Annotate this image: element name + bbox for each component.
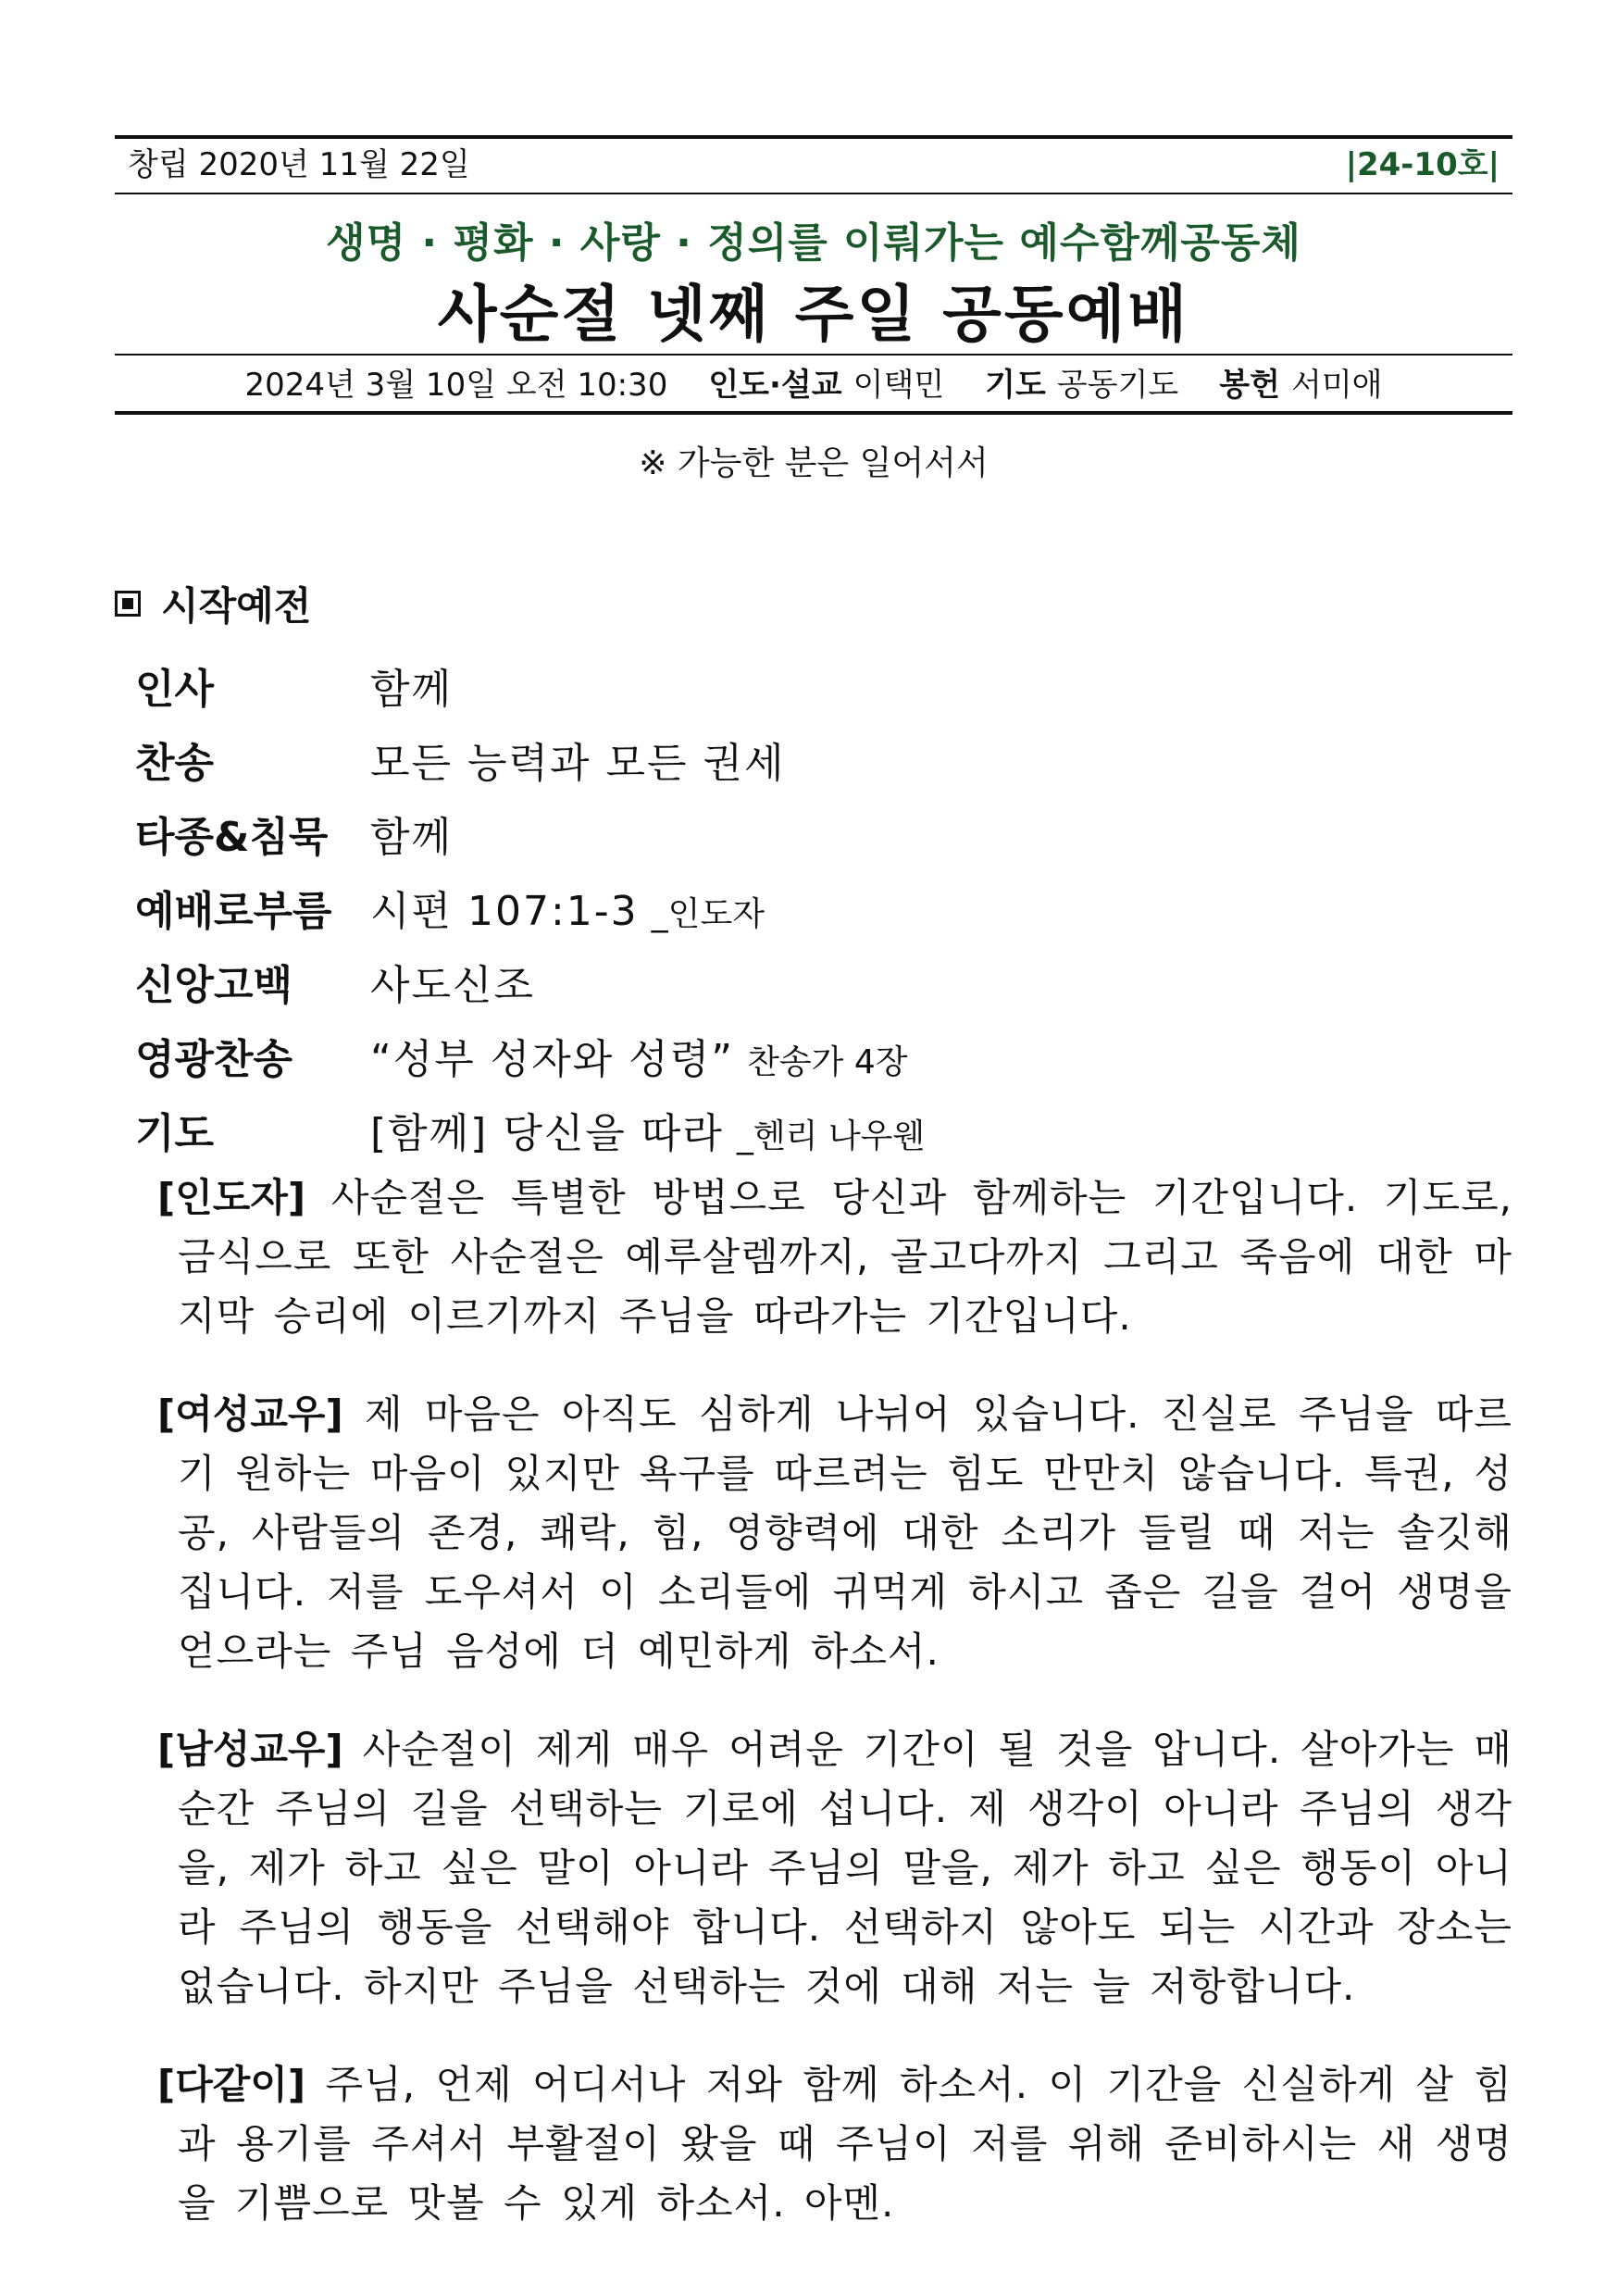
order-row [135,1092,1514,1167]
order-of-service [135,648,1514,1167]
prayer-text [157,1168,1512,2242]
service-datetime: 2024년 3월 10일 오전 10:30 [244,367,668,404]
order-label: 타종&침묵 [135,814,329,861]
order-row [135,1018,1514,1092]
prayer-paragraph: [인도자] 사순절은 특별한 방법으로 당신과 함께하는 기간입니다. 기도로, 금식으로 또한 사순절은 예루살렘까지, 골고다까지 그리고 죽음에 대한 마지막 승리에 이르기까지 주님을 따라가는 기간입니다. [157,1175,1512,1339]
standing-notice: ※ 가능한 분은 일어서서 [639,444,989,482]
offering-name: 서미애 [1290,367,1383,404]
order-label: 찬송 [135,740,215,787]
issue-number: |24-10호| [1345,146,1500,183]
order-row [135,796,1514,870]
order-value: [함께] 당신을 따라 _헨리 나우웬 [370,1110,926,1157]
page-title: 사순절 넷째 주일 공동예배 [437,279,1190,350]
order-label: 영광찬송 [135,1036,293,1083]
section-heading [115,576,311,631]
prayer-label: 기도 [985,367,1046,404]
lead-label: 인도·설교 [708,367,842,404]
community-subtitle: 생명 · 평화 · 사랑 · 정의를 이뤄가는 예수함께공동체 [326,219,1301,267]
order-row [135,648,1514,722]
speaker-label: [남성교우] [157,1727,343,1772]
order-label: 기도 [135,1110,215,1157]
offering-label: 봉헌 [1219,367,1280,404]
order-label: 인사 [135,666,215,713]
order-label: 예배로부름 [135,888,332,935]
filled-square-icon [115,591,141,617]
info-top-rule [115,354,1512,356]
order-value: 사도신조 [370,962,536,1009]
service-info-row [115,361,1512,409]
order-value: “성부 성자와 성령” 찬송가 4장 [370,1036,908,1083]
header-meta-row [115,141,1512,189]
order-row [135,944,1514,1018]
speaker-label: [인도자] [157,1175,306,1220]
order-row [135,722,1514,796]
speaker-label: [다같이] [157,2062,306,2107]
section-title: 시작예전 [161,583,312,629]
order-row [135,870,1514,944]
order-value: 모든 능력과 모든 권세 [370,740,786,787]
founding-date: 창립 2020년 11월 22일 [128,146,470,183]
prayer-value: 공동기도 [1056,367,1179,404]
order-label: 신앙고백 [135,962,293,1009]
order-value: 함께 [370,814,454,861]
order-value: 시편 107:1-3 _인도자 [370,888,765,935]
speaker-label: [여성교우] [157,1391,343,1437]
prayer-paragraph: [남성교우] 사순절이 제게 매우 어려운 기간이 될 것을 압니다. 살아가는 매 순간 주님의 길을 선택하는 기로에 섭니다. 제 생각이 아니라 주님의 생각을, 제가 하고 싶은 말이 아니라 주님의 말을, 제가 하고 싶은 행동이 아니라 주님의 행동을 선택해야 합니다. 선택하지 않아도 되는 시간과 장소는 없습니다. 하지만 주님을 선택하는 것에 대해 저는 늘 저항합니다. [157,1727,1512,2009]
order-value: 함께 [370,666,454,713]
prayer-paragraph: [다같이] 주님, 언제 어디서나 저와 함께 하소서. 이 기간을 신실하게 살 힘과 용기를 주셔서 부활절이 왔을 때 주님이 저를 위해 준비하시는 새 생명을 기쁨으로 맛볼 수 있게 하소서. 아멘. [157,2062,1512,2226]
info-bottom-rule [115,411,1512,415]
header-meta-rule [115,193,1512,194]
lead-name: 이택민 [853,367,945,404]
header-top-rule [115,135,1512,139]
prayer-paragraph: [여성교우] 제 마음은 아직도 심하게 나뉘어 있습니다. 진실로 주님을 따르기 원하는 마음이 있지만 욕구를 따르려는 힘도 만만치 않습니다. 특권, 성공, 사람들의 존경, 쾌락, 힘, 영향력에 대한 소리가 들릴 때 저는 솔깃해집니다. 저를 도우셔서 이 소리들에 귀먹게 하시고 좁은 길을 걸어 생명을 얻으라는 주님 음성에 더 예민하게 하소서. [157,1391,1512,1674]
